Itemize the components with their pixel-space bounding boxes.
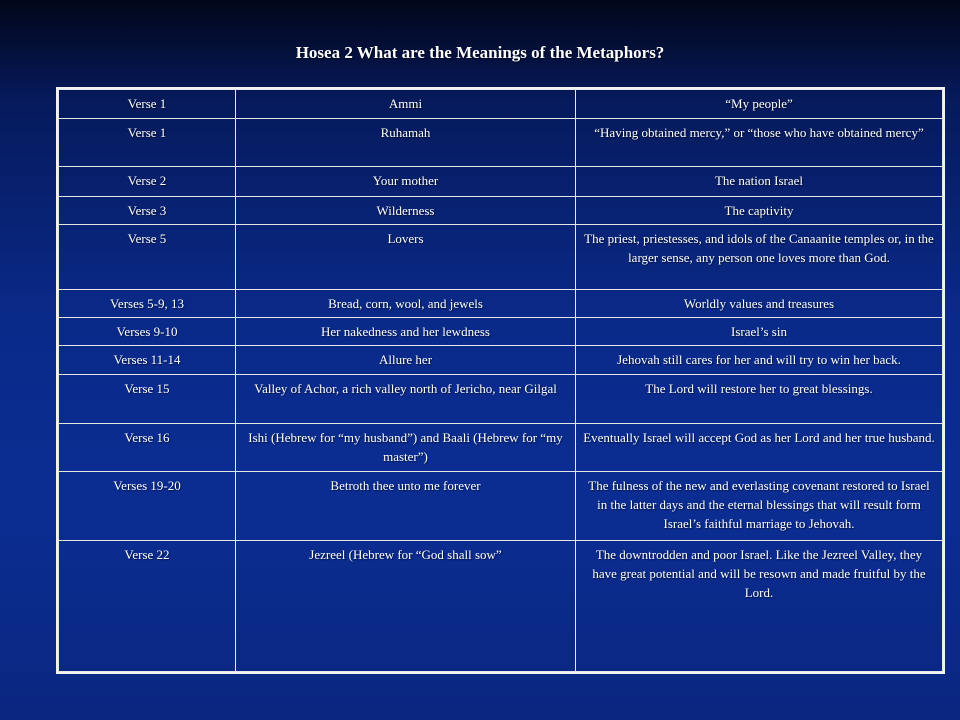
table-row <box>59 541 943 672</box>
meaning-cell: The downtrodden and poor Israel. Like the Jezreel Valley, they have great potential and will be resown and made fruitful by the Lord. <box>576 541 943 672</box>
meaning-cell: Israel’s sin <box>576 318 943 346</box>
metaphor-cell: Ammi <box>236 90 576 119</box>
table-row <box>59 318 943 346</box>
metaphor-cell: Allure her <box>236 346 576 375</box>
table-row <box>59 167 943 197</box>
table-row <box>59 290 943 318</box>
metaphor-cell: Your mother <box>236 167 576 197</box>
metaphor-cell: Her nakedness and her lewdness <box>236 318 576 346</box>
meaning-cell: “Having obtained mercy,” or “those who have obtained mercy” <box>576 119 943 167</box>
verse-cell: Verses 11-14 <box>59 346 236 375</box>
meaning-cell: Jehovah still cares for her and will try to win her back. <box>576 346 943 375</box>
metaphor-cell: Valley of Achor, a rich valley north of Jericho, near Gilgal <box>236 375 576 424</box>
metaphor-cell: Jezreel (Hebrew for “God shall sow” <box>236 541 576 672</box>
table-row <box>59 197 943 225</box>
metaphor-cell: Lovers <box>236 225 576 290</box>
metaphor-cell: Bread, corn, wool, and jewels <box>236 290 576 318</box>
verse-cell: Verse 5 <box>59 225 236 290</box>
verse-cell: Verses 19-20 <box>59 472 236 541</box>
metaphor-cell: Betroth thee unto me forever <box>236 472 576 541</box>
verse-cell: Verse 3 <box>59 197 236 225</box>
verse-cell: Verse 15 <box>59 375 236 424</box>
meaning-cell: Worldly values and treasures <box>576 290 943 318</box>
meaning-cell: The Lord will restore her to great blessings. <box>576 375 943 424</box>
metaphor-cell: Ruhamah <box>236 119 576 167</box>
meaning-cell: “My people” <box>576 90 943 119</box>
meaning-cell: Eventually Israel will accept God as her Lord and her true husband. <box>576 424 943 472</box>
meaning-cell: The captivity <box>576 197 943 225</box>
verse-cell: Verse 1 <box>59 90 236 119</box>
verse-cell: Verse 2 <box>59 167 236 197</box>
slide-title: Hosea 2 What are the Meanings of the Metaphors? <box>295 43 665 62</box>
meaning-cell: The nation Israel <box>576 167 943 197</box>
table-row <box>59 424 943 472</box>
metaphor-cell: Wilderness <box>236 197 576 225</box>
table-row <box>59 90 943 119</box>
table-row <box>59 119 943 167</box>
meaning-cell: The priest, priestesses, and idols of the Canaanite temples or, in the larger sense, any person one loves more than God. <box>576 225 943 290</box>
verse-cell: Verses 5-9, 13 <box>59 290 236 318</box>
verse-cell: Verse 22 <box>59 541 236 672</box>
meaning-cell: The fulness of the new and everlasting covenant restored to Israel in the latter days and the eternal blessings that will result form Israel’s faithful marriage to Jehovah. <box>576 472 943 541</box>
table-row <box>59 346 943 375</box>
metaphors-table <box>56 87 945 674</box>
table-row <box>59 472 943 541</box>
metaphor-cell: Ishi (Hebrew for “my husband”) and Baali (Hebrew for “my master”) <box>236 424 576 472</box>
verse-cell: Verses 9-10 <box>59 318 236 346</box>
table-row <box>59 225 943 290</box>
verse-cell: Verse 16 <box>59 424 236 472</box>
table-row <box>59 375 943 424</box>
verse-cell: Verse 1 <box>59 119 236 167</box>
